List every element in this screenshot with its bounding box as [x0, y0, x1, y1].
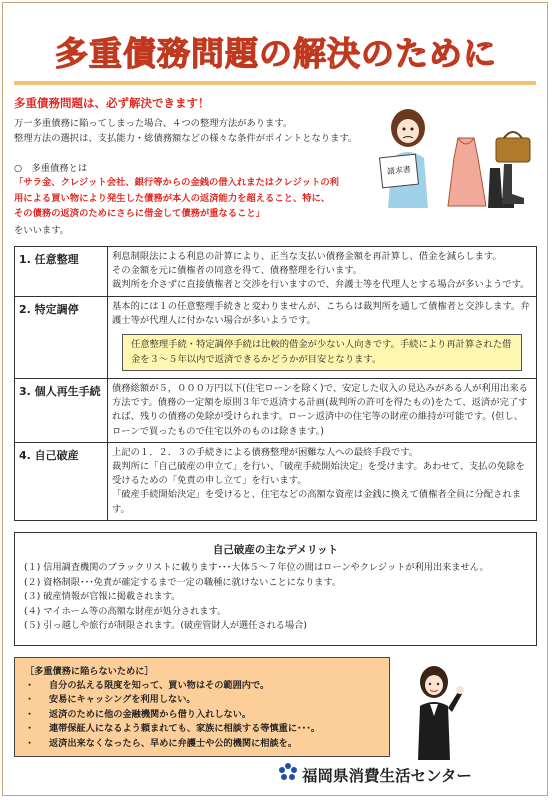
bullet: ・	[25, 708, 35, 720]
bullet: ・	[25, 737, 35, 749]
method-line: その金額を元に債権者の同意を得て、債務整理を行います。	[112, 265, 363, 277]
demerit-item: (３) 破産情報が官報に掲載されます。	[24, 591, 181, 603]
method-description	[108, 379, 537, 443]
prevention-text: 返済出来なくなったら、早めに弁護士や公的機関に相談を。	[49, 737, 298, 749]
prevention-item	[25, 722, 389, 736]
method-description	[108, 247, 537, 297]
prevention-item	[25, 693, 389, 707]
title-underline	[14, 81, 536, 85]
advisor-woman-illustration	[398, 662, 470, 760]
footer-organization	[302, 764, 472, 786]
prevention-item	[25, 737, 389, 751]
page-title: 多重債務問題の解決のために	[55, 34, 497, 73]
intro-line: 整理方法の選択は、支払能力・総債務額などの様々な条件がポイントとなります。	[14, 133, 358, 144]
method-line: 「破産手続開始決定」を受けると、住宅などの高額な資産は金銭に換えて債権者全員に分配されます。	[112, 489, 522, 515]
fukuoka-logo-icon	[278, 762, 298, 782]
method-line: 利息制限法による利息の計算により、正当な支払い債務金額を再計算し、借金を減らします。	[112, 251, 502, 262]
demerit-item: (４) マイホーム等の高額な財産が処分されます。	[24, 605, 227, 617]
debt-methods-table	[14, 246, 537, 521]
intro-text	[14, 116, 384, 146]
invoice-label: 請求書	[386, 164, 412, 177]
method-line: 裁判所を介さずに直接債権者と交渉を行いますので、弁護士等を代理人とする場合が多いようです。	[112, 279, 530, 291]
bankruptcy-demerits-box	[14, 532, 537, 646]
headline: 多重債務問題は、必ず解決できます！	[14, 96, 210, 110]
method-line: 債務総額が５，０００万円以下(住宅ローンを除く)で、安定した収入の見込みがある人が利用出来る方法です。債務の一定額を原則３年で返済する計画(裁判所の許可を得たもの)をたて、返済が完了すれば、残りの債務の免除が受けられます。ローン返済中の住宅等の財産の維持が可能です。(但し、ローンで買ったもので住宅以外のものは除きます。)	[112, 383, 528, 437]
shopping-debt-illustration	[378, 98, 538, 208]
definition-tail: をいいます。	[14, 225, 70, 236]
prevention-text: 連帯保証人になるよう頼まれても、家族に相談する等慎重に･･･。	[49, 723, 321, 735]
demerit-item: (５) 引っ越しや旅行が制限されます。(破産管財人が選任される場合)	[24, 620, 307, 632]
intro-line: 万一多重債務に陥ってしまった場合、４つの整理方法があります。	[14, 118, 293, 129]
method-line: 上記の１．２．３の手続きによる債務整理が困難な人への最終手段です。	[112, 446, 419, 458]
prevention-text: 自分の払える限度を知って、買い物はその範囲内で。	[49, 680, 270, 691]
bullet: ・	[25, 694, 35, 706]
definition-heading: ○ 多重債務とは	[14, 163, 88, 174]
method-row	[15, 442, 537, 520]
method-name: 1. 任意整理	[15, 247, 108, 297]
prevention-list	[15, 679, 389, 751]
prevention-text: 安易にキャッシングを利用しない。	[49, 694, 196, 706]
method-name: 3. 個人再生手続	[15, 379, 108, 443]
method-line: 基本的には１の任意整理手続きと変わりませんが、こちらは裁判所を通して債権者と交渉します。弁護士等が代理人に付かない場合が多いようです。	[112, 300, 530, 326]
method-description	[108, 442, 537, 520]
bullet: ・	[25, 723, 35, 735]
prevention-item	[25, 708, 389, 722]
prevention-heading: ［多重債務に陥らないために］	[25, 666, 154, 677]
bullet: ・	[25, 680, 35, 691]
definition-text	[14, 175, 374, 222]
definition-line: その債務の返済のためにさらに借金して債務が重なること」	[14, 208, 266, 219]
demerits-heading: 自己破産の主なデメリット	[212, 544, 339, 556]
method-note-box: 任意整理手続・特定調停手続は比較的借金が少ない人向きです。手続により再計算された借金を３～５年以内で返済できるかどうかが目安となります。	[122, 334, 522, 371]
method-name: 2. 特定調停	[15, 296, 108, 378]
demerits-list	[15, 561, 536, 634]
definition-line: 用による買い物により発生した債務が本人の返済能力を超えること、特に、	[14, 192, 331, 204]
prevention-item	[25, 679, 389, 693]
demerit-item: (１) 信用調査機関のブラックリストに載ります･･･大体５～７年位の間はローンやクレジットが利用出来ません。	[24, 562, 489, 573]
method-row	[15, 247, 537, 297]
method-row	[15, 296, 537, 378]
prevention-box	[14, 657, 390, 757]
definition-line: 「サラ金、クレジット会社、銀行等からの金銭の借入れまたはクレジットの利	[14, 177, 339, 188]
method-line: 裁判所に「自己破産の申立て」を行い、「破産手続開始決定」を受けます。あわせて、支払の免除を受けるための「免責の申し立て」を行います。	[112, 461, 525, 487]
method-row	[15, 379, 537, 443]
method-description	[108, 296, 537, 378]
prevention-text: 返済のために他の金融機関から借り入れしない。	[49, 708, 252, 720]
organization-name: 福岡県消費生活センター	[302, 767, 472, 785]
method-name: 4. 自己破産	[15, 442, 108, 520]
demerit-item: (２) 資格制限･･･免責が確定するまで一定の職種に就けないことになります。	[24, 576, 342, 588]
